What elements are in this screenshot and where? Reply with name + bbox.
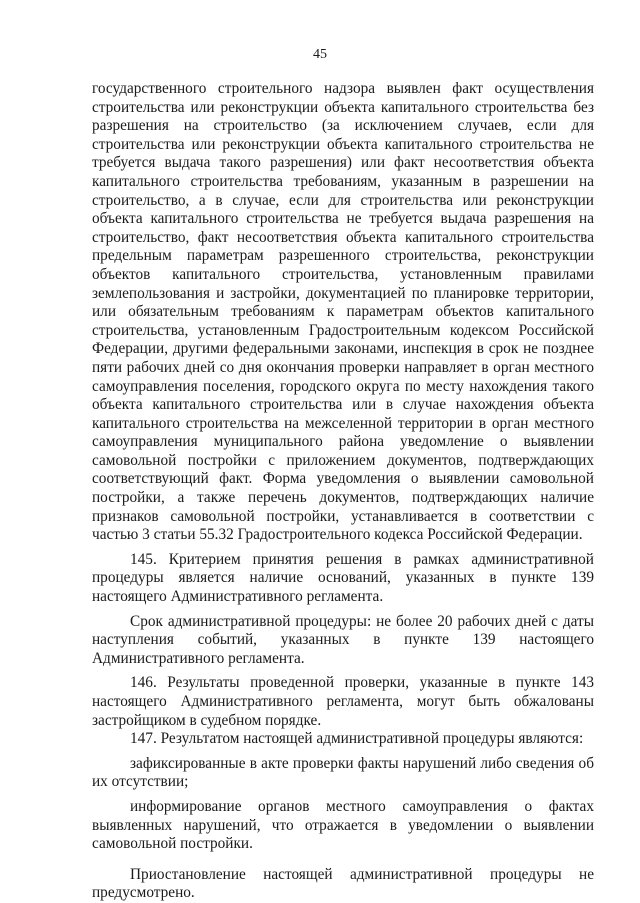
paragraph-result-facts: зафиксированные в акте проверки факты нарушений либо сведения об их отсутствии; — [92, 754, 594, 791]
paragraph-146: 146. Результаты проведенной проверки, указанные в пункте 143 настоящего Административного регламента, могут быть обжалованы застройщиком в судебном порядке. — [92, 674, 594, 729]
paragraph-147: 147. Результатом настоящей административной процедуры являются: — [130, 730, 584, 748]
paragraph-suspension: Приостановление настоящей административной процедуры не предусмотрено. — [92, 865, 594, 902]
paragraph-result-informing: информирование органов местного самоуправления о фактах выявленных нарушений, что отражается в уведомлении о выявлении самовольной постройки. — [92, 797, 594, 853]
document-body — [92, 80, 594, 903]
page-number: 45 — [313, 47, 327, 62]
paragraph-continuation: государственного строительного надзора выявлен факт осуществления строительства или реконструкции объекта капитального строительства без разрешения на строительство (за исключением случаев, если для строительства или реконструкции объекта капитального строительства не требуется выдача такого разрешения) или факт несоответствия объекта капитального строительства требованиям, указанным в разрешении на строительство, а в случае, если для строительства или реконструкции объекта капитального строительства не требуется выдача разрешения на строительство, факт несоответствия объекта капитального строительства предельным параметрам разрешенного строительства, реконструкции объектов капитального строительства, установленным правилами землепользования и застройки, документацией по планировке территории, или обязательным требованиям к параметрам объектов капитального строительства, установленным Градостроительным кодексом Российской Федерации, другими федеральными законами, инспекция в срок не позднее пяти рабочих дней со дня окончания проверки направляет в орган местного самоуправления поселения, городского округа по месту нахождения такого объекта капитального строительства или в случае нахождения объекта капитального строительства на межселенной территории в орган местного самоуправления муниципального района уведомление о выявлении самовольной постройки с приложением документов, подтверждающих соответствующий факт. Форма уведомления о выявлении самовольной постройки, а также перечень документов, подтверждающих наличие признаков самовольной постройки, устанавливается в соответствии с частью 3 статьи 55.32 Градостроительного кодекса Российской Федерации. — [92, 80, 594, 544]
paragraph-145: 145. Критерием принятия решения в рамках административной процедуры является наличие оснований, указанных в пункте 139 настоящего Административного регламента. — [92, 550, 594, 606]
paragraph-procedure-term: Срок административной процедуры: не более 20 рабочих дней с даты наступления событий, указанных в пункте 139 настоящего Административного регламента. — [92, 612, 594, 667]
